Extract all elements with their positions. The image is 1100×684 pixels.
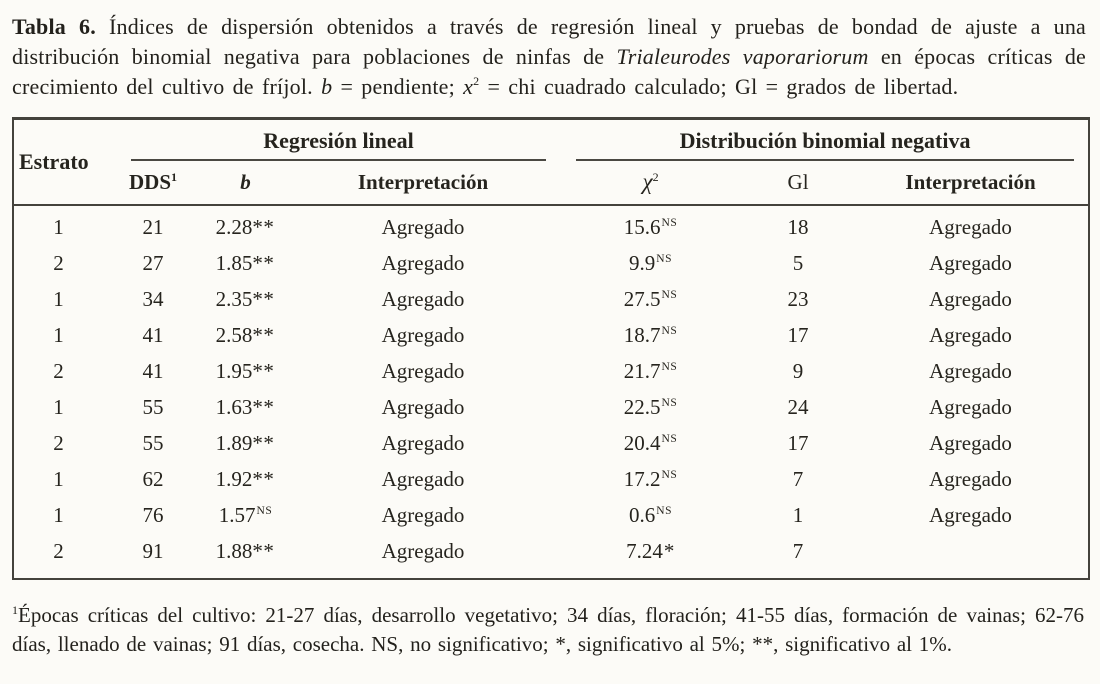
column-header-interpretacion-binomial: Interpretación <box>853 161 1089 205</box>
b-ns-marker <box>274 397 275 409</box>
cell-chi-value <box>558 282 743 318</box>
species-name-italic: Trialeurodes vaporariorum <box>616 44 869 69</box>
cell-b-value <box>203 390 288 426</box>
b-significance-marker: ** <box>252 251 275 275</box>
chi-ns-marker: NS <box>656 505 672 517</box>
cell-gl: 7 <box>792 467 804 491</box>
table-row <box>13 246 1089 282</box>
group-label-binomial: Distribución binomial negativa <box>576 128 1074 161</box>
cell-interpretacion-binomial: Agregado <box>929 287 1012 311</box>
chi-ns-marker: NS <box>656 253 672 265</box>
caption-text-2: en épocas críticas de crecimiento del cultivo de fríjol. <box>12 44 1086 99</box>
b-significance-marker: ** <box>252 359 275 383</box>
chi-value: 22.5 <box>623 395 661 419</box>
cell-estrato: 1 <box>53 215 64 239</box>
column-header-estrato: Estrato <box>13 119 103 206</box>
cell-gl: 17 <box>787 431 809 455</box>
cell-interpretacion-regresion: Agregado <box>381 323 465 347</box>
chi-ns-marker: NS <box>661 325 678 337</box>
cell-interpretacion-regresion: Agregado <box>381 251 465 275</box>
chi-significance-marker: * <box>663 539 675 563</box>
chi-value: 21.7 <box>623 359 661 383</box>
cell-chi-value <box>558 205 743 246</box>
cell-gl: 9 <box>792 359 804 383</box>
cell-estrato: 1 <box>53 467 64 491</box>
b-label: b <box>240 169 251 194</box>
cell-gl: 24 <box>787 395 809 419</box>
b-value: 1.63 <box>215 395 253 419</box>
cell-gl: 18 <box>787 215 809 239</box>
cell-chi-value <box>558 426 743 462</box>
cell-interpretacion-regresion: Agregado <box>381 431 465 455</box>
chi-exponent-2: 2 <box>652 170 659 184</box>
table-row <box>13 426 1089 462</box>
cell-interpretacion-binomial: Agregado <box>929 251 1012 275</box>
table-row <box>13 390 1089 426</box>
b-ns-marker <box>274 217 275 229</box>
column-header-b <box>203 161 288 205</box>
table-header <box>13 119 1089 206</box>
cell-gl: 1 <box>792 503 804 527</box>
cell-estrato: 2 <box>53 359 64 383</box>
chi-ns-marker: NS <box>661 289 678 301</box>
cell-b-value <box>203 498 288 534</box>
table-row <box>13 318 1089 354</box>
b-ns-marker <box>274 253 275 265</box>
chi-ns-marker: NS <box>661 433 678 445</box>
group-header-binomial-negativa <box>558 119 1089 162</box>
chi-exponent: 2 <box>473 74 480 88</box>
chi-value: 9.9 <box>629 251 656 275</box>
cell-gl: 7 <box>792 539 804 563</box>
cell-dds: 41 <box>142 359 164 383</box>
cell-estrato: 1 <box>53 287 64 311</box>
b-ns-marker <box>274 433 275 445</box>
table-caption-label: Tabla 6. <box>12 14 96 39</box>
cell-interpretacion-binomial: Agregado <box>929 467 1012 491</box>
table-row <box>13 534 1089 579</box>
b-value: 2.28 <box>215 215 253 239</box>
cell-interpretacion-regresion: Agregado <box>381 359 465 383</box>
column-header-interpretacion-regresion: Interpretación <box>288 161 558 205</box>
b-significance-marker: ** <box>252 467 275 491</box>
cell-chi-value <box>558 462 743 498</box>
cell-interpretacion-binomial: Agregado <box>929 431 1012 455</box>
footnote-marker: 1 <box>12 603 18 617</box>
sub-header-row <box>13 161 1089 205</box>
cell-dds: 41 <box>142 323 164 347</box>
cell-estrato: 2 <box>53 251 64 275</box>
cell-dds: 27 <box>142 251 164 275</box>
cell-b-value <box>203 534 288 579</box>
cell-dds: 91 <box>142 539 164 563</box>
cell-dds: 76 <box>142 503 164 527</box>
cell-interpretacion-binomial: Agregado <box>929 359 1012 383</box>
cell-dds: 62 <box>142 467 164 491</box>
cell-interpretacion-binomial: Agregado <box>929 215 1012 239</box>
b-value: 1.89 <box>215 431 253 455</box>
column-header-chi-squared <box>558 161 743 205</box>
chi-value: 0.6 <box>629 503 656 527</box>
b-significance-marker: ** <box>252 287 275 311</box>
table-row <box>13 205 1089 246</box>
dispersion-indices-table <box>12 117 1090 580</box>
b-value: 1.88 <box>215 539 253 563</box>
table-container <box>12 117 1086 580</box>
table-row <box>13 462 1089 498</box>
b-symbol: b <box>321 74 333 99</box>
b-significance-marker: ** <box>252 431 275 455</box>
chi-glyph: χ <box>642 169 653 194</box>
cell-interpretacion-regresion: Agregado <box>381 503 465 527</box>
b-value: 1.92 <box>215 467 253 491</box>
caption-text-4: = chi cuadrado calculado; Gl = grados de libertad. <box>479 74 959 99</box>
column-header-dds <box>103 161 203 205</box>
cell-estrato: 1 <box>53 503 64 527</box>
cell-chi-value <box>558 390 743 426</box>
cell-gl: 5 <box>792 251 804 275</box>
b-significance-marker: ** <box>252 395 275 419</box>
cell-chi-value <box>558 534 743 579</box>
caption-text-1: Índices de dispersión obtenidos a través de regresión lineal y pruebas de bondad de ajuste a una distribución binomial negativa para poblaciones de ninfas de <box>12 14 1086 69</box>
cell-dds: 55 <box>142 431 164 455</box>
b-ns-marker <box>274 289 275 301</box>
cell-chi-value <box>558 498 743 534</box>
b-ns-marker <box>274 541 275 553</box>
cell-interpretacion-binomial: Agregado <box>929 323 1012 347</box>
group-header-row <box>13 119 1089 162</box>
cell-estrato: 2 <box>53 539 64 563</box>
cell-estrato: 1 <box>53 395 64 419</box>
chi-ns-marker: NS <box>661 397 678 409</box>
b-significance-marker: ** <box>252 323 275 347</box>
chi-ns-marker: NS <box>661 217 678 229</box>
caption-text-3: = pendiente; <box>332 74 464 99</box>
cell-b-value <box>203 426 288 462</box>
chi-value: 18.7 <box>623 323 661 347</box>
dds-label: DDS <box>128 169 171 194</box>
chi-value: 15.6 <box>623 215 661 239</box>
b-significance-marker: ** <box>252 539 275 563</box>
cell-chi-value <box>558 246 743 282</box>
cell-estrato: 1 <box>53 323 64 347</box>
chi-symbol: x <box>463 74 474 99</box>
chi-ns-marker: NS <box>661 361 678 373</box>
table-body <box>13 205 1089 579</box>
b-ns-marker <box>274 325 275 337</box>
cell-interpretacion-regresion: Agregado <box>381 467 465 491</box>
b-significance-marker: ** <box>252 215 275 239</box>
b-value: 1.95 <box>215 359 253 383</box>
dds-footnote-marker: 1 <box>171 169 177 184</box>
group-header-regresion-lineal <box>103 119 558 162</box>
b-value: 2.58 <box>215 323 253 347</box>
cell-dds: 34 <box>142 287 164 311</box>
chi-value: 27.5 <box>623 287 661 311</box>
cell-b-value <box>203 318 288 354</box>
cell-b-value <box>203 205 288 246</box>
table-caption <box>12 12 1086 102</box>
cell-interpretacion-regresion: Agregado <box>381 539 465 563</box>
cell-interpretacion-binomial <box>853 534 1089 579</box>
b-ns-marker <box>274 361 275 373</box>
cell-chi-value <box>558 318 743 354</box>
cell-dds: 21 <box>142 215 164 239</box>
b-value: 1.57 <box>218 503 256 527</box>
cell-b-value <box>203 354 288 390</box>
table-row <box>13 282 1089 318</box>
b-value: 2.35 <box>215 287 253 311</box>
cell-interpretacion-regresion: Agregado <box>381 395 465 419</box>
group-label-regresion: Regresión lineal <box>131 128 546 161</box>
footnote-text: Épocas críticas del cultivo: 21-27 días, desarrollo vegetativo; 34 días, floración; 41-55 días, formación de vainas; 62-76 días, llenado de vainas; 91 días, cosecha. NS, no significativo; *, significativo al 5%; **, significativo al 1%. <box>12 603 1084 656</box>
cell-dds: 55 <box>142 395 164 419</box>
b-ns-marker: NS <box>256 505 273 517</box>
cell-interpretacion-regresion: Agregado <box>381 287 465 311</box>
table-row <box>13 354 1089 390</box>
cell-gl: 17 <box>787 323 809 347</box>
cell-chi-value <box>558 354 743 390</box>
cell-b-value <box>203 282 288 318</box>
chi-ns-marker: NS <box>661 469 678 481</box>
column-header-gl: Gl <box>743 161 853 205</box>
cell-interpretacion-binomial: Agregado <box>929 503 1012 527</box>
table-footnote <box>12 601 1086 659</box>
table-row <box>13 498 1089 534</box>
cell-gl: 23 <box>787 287 809 311</box>
cell-b-value <box>203 462 288 498</box>
chi-value: 20.4 <box>623 431 661 455</box>
cell-interpretacion-binomial: Agregado <box>929 395 1012 419</box>
chi-value: 17.2 <box>623 467 661 491</box>
cell-b-value <box>203 246 288 282</box>
chi-value: 7.24 <box>626 539 663 563</box>
b-ns-marker <box>274 469 275 481</box>
cell-interpretacion-regresion: Agregado <box>381 215 465 239</box>
cell-estrato: 2 <box>53 431 64 455</box>
b-value: 1.85 <box>215 251 253 275</box>
